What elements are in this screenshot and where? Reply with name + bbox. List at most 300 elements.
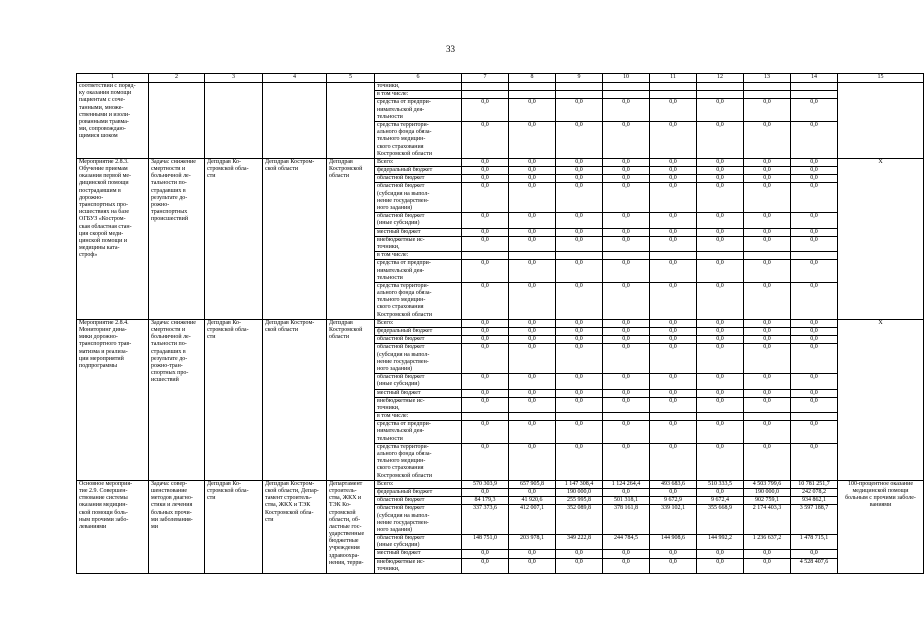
amount-cell: 0,0 [697,260,744,283]
amount-cell: 0,0 [744,213,791,228]
amount-cell: 0,0 [697,183,744,213]
amount-cell: 0,0 [650,421,697,444]
amount-cell: 0,0 [697,175,744,183]
amount-cell: 0,0 [603,389,650,397]
amount-cell: 148 751,0 [462,535,509,550]
table-row [77,480,924,488]
amount-cell: 0,0 [697,558,744,573]
amount-cell: 0,0 [744,328,791,336]
amount-cell: 0,0 [556,389,603,397]
amount-cell: 0,0 [462,336,509,344]
amount-cell: 0,0 [603,99,650,122]
amount-cell: 0,0 [744,344,791,374]
amount-cell [603,91,650,99]
expected-result: Х [838,158,924,319]
amount-cell: 0,0 [791,344,838,374]
amount-cell: 0,0 [509,344,556,374]
funding-source: федеральный бюджет [375,488,462,496]
amount-cell: 0,0 [744,421,791,444]
amount-cell [744,91,791,99]
amount-cell: 0,0 [650,121,697,158]
amount-cell: 9 672,4 [697,497,744,505]
amount-cell: 0,0 [791,183,838,213]
amount-cell: 0,0 [650,319,697,327]
funding-source: Всего: [375,480,462,488]
amount-cell: 0,0 [650,158,697,166]
amount-cell: 0,0 [556,328,603,336]
amount-cell: 0,0 [603,443,650,480]
amount-cell: 0,0 [509,328,556,336]
amount-cell: 0,0 [462,158,509,166]
amount-cell: 0,0 [509,228,556,236]
amount-cell: 0,0 [556,558,603,573]
amount-cell: 0,0 [462,550,509,558]
amount-cell [462,413,509,421]
amount-cell: 0,0 [556,228,603,236]
task-cell [149,83,205,159]
amount-cell: 0,0 [462,374,509,389]
amount-cell: 0,0 [603,236,650,251]
amount-cell: 0,0 [650,344,697,374]
amount-cell: 0,0 [650,213,697,228]
amount-cell: 9 672,9 [650,497,697,505]
amount-cell: 0,0 [509,336,556,344]
amount-cell: 352 089,8 [556,505,603,535]
amount-cell: 0,0 [744,121,791,158]
amount-cell: 0,0 [556,421,603,444]
amount-cell [509,252,556,260]
amount-cell: 0,0 [603,158,650,166]
column-number: 6 [375,74,462,83]
amount-cell: 0,0 [744,167,791,175]
amount-cell: 0,0 [650,183,697,213]
amount-cell: 0,0 [509,389,556,397]
funding-source: в том числе: [375,252,462,260]
amount-cell: 0,0 [462,213,509,228]
column-number: 13 [744,74,791,83]
amount-cell: 0,0 [509,213,556,228]
amount-cell: 0,0 [603,550,650,558]
amount-cell: 0,0 [509,488,556,496]
funding-source: в том числе: [375,413,462,421]
amount-cell: 0,0 [791,336,838,344]
amount-cell: 0,0 [462,443,509,480]
amount-cell: 0,0 [791,328,838,336]
amount-cell: 0,0 [791,228,838,236]
amount-cell: 0,0 [697,282,744,319]
task-cell: Задача: снижение смертности и больничной ле- тальности по- страдавших в результате до- рожно-тран- спортных про- исшествий [149,319,205,480]
amount-cell [509,83,556,91]
column-number: 10 [603,74,650,83]
amount-cell: 510 333,5 [697,480,744,488]
funding-source: средства от предпри- нимательской дея- тельности [375,260,462,283]
amount-cell: 0,0 [697,488,744,496]
measure-name: Основное мероприя- тие 2.9. Совершен- ствование системы оказания медицин- ской помощи боль- ным прочими забо- леваниями [77,480,149,573]
amount-cell: 41 920,6 [509,497,556,505]
amount-cell: 0,0 [603,228,650,236]
amount-cell: 0,0 [509,443,556,480]
funding-source: средства территори- ального фонда обяза- тельного медицин- ского страхования Костромской области [375,121,462,158]
amount-cell: 0,0 [650,550,697,558]
amount-cell: 0,0 [791,260,838,283]
amount-cell [697,91,744,99]
amount-cell: 0,0 [697,121,744,158]
amount-cell: 0,0 [650,236,697,251]
amount-cell: 0,0 [697,389,744,397]
table-row [77,158,924,166]
amount-cell: 0,0 [791,158,838,166]
amount-cell: 3 597 188,7 [791,505,838,535]
funds-recipient: Депздрав Костромской области [327,319,375,480]
amount-cell: 203 978,1 [509,535,556,550]
amount-cell: 0,0 [509,158,556,166]
funding-source: точники, [375,83,462,91]
amount-cell: 0,0 [603,397,650,412]
measure-name: соответствии с поряд- ку оказания помощи пациентам с соче- танными, множе- ственными и изоли- рованными травма- ми, сопровождаю- щимися шоком [77,83,149,159]
amount-cell: 934 862,1 [791,497,838,505]
amount-cell: 0,0 [462,236,509,251]
amount-cell: 255 995,8 [556,497,603,505]
amount-cell: 0,0 [744,319,791,327]
table-row [77,83,924,91]
expected-result: 100-процентное оказание медицинской помощи больным с прочими заболе- ваниями [838,480,924,573]
amount-cell: 0,0 [603,336,650,344]
amount-cell: 0,0 [603,183,650,213]
amount-cell [603,83,650,91]
column-number: 3 [205,74,263,83]
amount-cell: 0,0 [697,550,744,558]
amount-cell: 0,0 [509,397,556,412]
amount-cell: 0,0 [509,175,556,183]
column-number: 1 [77,74,149,83]
amount-cell: 349 222,8 [556,535,603,550]
amount-cell: 0,0 [509,421,556,444]
amount-cell [509,91,556,99]
amount-cell: 902 759,1 [744,497,791,505]
amount-cell: 0,0 [744,282,791,319]
funding-source: областной бюджет [375,497,462,505]
funding-source: внебюджетные ис- точники, [375,397,462,412]
co-executor: Депздрав Костром- ской области [263,319,327,480]
amount-cell: 0,0 [744,228,791,236]
amount-cell: 0,0 [462,183,509,213]
amount-cell: 0,0 [650,282,697,319]
amount-cell [650,413,697,421]
amount-cell [462,91,509,99]
amount-cell: 0,0 [556,260,603,283]
amount-cell: 0,0 [509,319,556,327]
amount-cell: 0,0 [791,213,838,228]
amount-cell [697,413,744,421]
funding-source: внебюджетные ис- точники, [375,558,462,573]
amount-cell: 0,0 [603,374,650,389]
amount-cell: 0,0 [462,228,509,236]
amount-cell [650,91,697,99]
amount-cell: 0,0 [603,282,650,319]
amount-cell: 0,0 [791,236,838,251]
amount-cell: 0,0 [462,99,509,122]
funding-source: средства территори- ального фонда обяза- тельного медицин- ского страхования Костромской области [375,443,462,480]
amount-cell: 0,0 [697,328,744,336]
amount-cell: 0,0 [603,344,650,374]
amount-cell: 0,0 [603,558,650,573]
amount-cell: 0,0 [697,167,744,175]
amount-cell: 337 373,6 [462,505,509,535]
measure-name: Мероприятие 2.8.4. Мониторинг дина- мики дорожно- транспортного трав- матизма и реализа- ции мероприятий подпрограммы [77,319,149,480]
amount-cell: 0,0 [509,236,556,251]
funding-source: федеральный бюджет [375,167,462,175]
amount-cell: 0,0 [556,236,603,251]
amount-cell: 0,0 [791,421,838,444]
amount-cell: 0,0 [556,443,603,480]
amount-cell: 0,0 [462,167,509,175]
amount-cell: 0,0 [603,488,650,496]
amount-cell: 0,0 [791,319,838,327]
column-number: 15 [838,74,924,83]
funding-source: местный бюджет [375,228,462,236]
amount-cell: 0,0 [556,374,603,389]
amount-cell: 242 078,2 [791,488,838,496]
amount-cell: 0,0 [462,282,509,319]
amount-cell: 0,0 [556,175,603,183]
amount-cell [744,252,791,260]
funding-source: областной бюджет [375,336,462,344]
amount-cell: 0,0 [462,488,509,496]
amount-cell: 0,0 [650,228,697,236]
amount-cell: 0,0 [650,374,697,389]
funding-source: областной бюджет [375,175,462,183]
amount-cell [791,413,838,421]
funds-recipient [327,83,375,159]
amount-cell: 0,0 [791,443,838,480]
amount-cell: 493 683,6 [650,480,697,488]
funding-source: внебюджетные ис- точники, [375,236,462,251]
amount-cell: 0,0 [791,550,838,558]
column-number: 8 [509,74,556,83]
amount-cell: 0,0 [697,374,744,389]
amount-cell: 0,0 [650,336,697,344]
amount-cell [556,413,603,421]
amount-cell: 0,0 [697,319,744,327]
amount-cell: 0,0 [744,443,791,480]
amount-cell: 0,0 [603,213,650,228]
amount-cell [556,252,603,260]
amount-cell: 355 668,9 [697,505,744,535]
amount-cell: 0,0 [462,319,509,327]
amount-cell: 0,0 [744,374,791,389]
amount-cell: 0,0 [603,260,650,283]
amount-cell: 0,0 [791,99,838,122]
amount-cell: 0,0 [697,99,744,122]
funding-source: местный бюджет [375,550,462,558]
amount-cell: 0,0 [556,319,603,327]
amount-cell: 0,0 [556,121,603,158]
page-number: 33 [446,44,455,54]
table-row [77,319,924,327]
amount-cell: 0,0 [556,550,603,558]
amount-cell [791,83,838,91]
amount-cell: 1 147 308,4 [556,480,603,488]
amount-cell [791,252,838,260]
amount-cell: 0,0 [791,121,838,158]
responsible-executor: Депздрав Ко- стромской обла- сти [205,158,263,319]
amount-cell: 0,0 [462,421,509,444]
funding-source: Всего: [375,319,462,327]
amount-cell: 0,0 [744,336,791,344]
responsible-executor: Депздрав Ко- стромской обла- сти [205,319,263,480]
amount-cell: 0,0 [650,328,697,336]
amount-cell [697,83,744,91]
amount-cell: 0,0 [462,558,509,573]
amount-cell: 144 908,6 [650,535,697,550]
amount-cell: 0,0 [556,183,603,213]
column-number: 4 [263,74,327,83]
funding-source: областной бюджет (иные субсидии) [375,213,462,228]
measure-name: Мероприятие 2.8.3. Обучение приемам оказания первой ме- дицинской помощи пострадавшим в дорожно- транспортных про- исшествиях на базе ОГБУЗ «Костром- ская областная стан- ция скорой меди- цинской помощи и медицины ката- строф» [77,158,149,319]
amount-cell: 0,0 [650,389,697,397]
amount-cell: 0,0 [462,344,509,374]
amount-cell: 0,0 [650,99,697,122]
amount-cell: 0,0 [509,167,556,175]
funding-source: местный бюджет [375,389,462,397]
amount-cell: 0,0 [556,99,603,122]
task-cell: Задача: совер- шенствование методов диагно- стики и лечения больных прочи- ми заболевания- ми [149,480,205,573]
amount-cell: 570 303,9 [462,480,509,488]
amount-cell: 0,0 [744,158,791,166]
column-number: 2 [149,74,205,83]
funding-source: областной бюджет (иные субсидии) [375,374,462,389]
amount-cell: 0,0 [791,167,838,175]
amount-cell: 190 000,0 [556,488,603,496]
expected-result: Х [838,319,924,480]
expected-result [838,83,924,159]
funding-source: средства территори- ального фонда обяза- тельного медицин- ского страхования Костромской области [375,282,462,319]
funding-source: Всего: [375,158,462,166]
co-executor: Депздрав Костром- ской области [263,158,327,319]
amount-cell: 0,0 [556,282,603,319]
amount-cell [697,252,744,260]
responsible-executor: Депздрав Ко- стромской обла- сти [205,480,263,573]
amount-cell: 10 781 251,7 [791,480,838,488]
amount-cell: 4 503 799,6 [744,480,791,488]
amount-cell: 0,0 [556,336,603,344]
column-number: 5 [327,74,375,83]
amount-cell: 0,0 [509,282,556,319]
amount-cell: 0,0 [744,236,791,251]
amount-cell: 144 992,2 [697,535,744,550]
funds-recipient: Депздрав Костромской области [327,158,375,319]
amount-cell: 1 236 637,2 [744,535,791,550]
funding-source: средства от предпри- нимательской дея- тельности [375,99,462,122]
funding-source: средства от предпри- нимательской дея- тельности [375,421,462,444]
amount-cell: 0,0 [603,121,650,158]
amount-cell: 244 784,5 [603,535,650,550]
budget-table [76,73,924,574]
amount-cell: 0,0 [744,397,791,412]
amount-cell: 0,0 [791,374,838,389]
amount-cell: 0,0 [791,282,838,319]
column-number-row [77,74,924,83]
co-executor: Депздрав Костром- ской области, Депар- тамент строитель- ства, ЖКХ и ТЭК Костромской обла- сти [263,480,327,573]
amount-cell: 0,0 [697,158,744,166]
amount-cell: 0,0 [603,328,650,336]
amount-cell: 0,0 [462,121,509,158]
amount-cell: 0,0 [650,558,697,573]
funds-recipient: Департамент строитель- ства, ЖКХ и ТЭК Ко- стромской области, об- ластные гос- ударственные бюджетные учреждения здравоохра- нения, терри- [327,480,375,573]
amount-cell [462,83,509,91]
amount-cell: 0,0 [462,389,509,397]
amount-cell [509,413,556,421]
amount-cell [650,252,697,260]
column-number: 11 [650,74,697,83]
amount-cell: 0,0 [650,488,697,496]
co-executor [263,83,327,159]
amount-cell: 1 124 264,4 [603,480,650,488]
amount-cell [556,83,603,91]
amount-cell: 0,0 [462,260,509,283]
amount-cell: 0,0 [603,167,650,175]
amount-cell: 0,0 [697,336,744,344]
amount-cell: 412 007,1 [509,505,556,535]
amount-cell: 0,0 [697,344,744,374]
amount-cell: 0,0 [650,167,697,175]
amount-cell: 0,0 [603,421,650,444]
amount-cell [556,91,603,99]
amount-cell: 0,0 [509,374,556,389]
amount-cell: 0,0 [744,550,791,558]
amount-cell [603,252,650,260]
amount-cell: 0,0 [509,550,556,558]
amount-cell: 0,0 [462,175,509,183]
amount-cell [744,413,791,421]
amount-cell [462,252,509,260]
amount-cell: 0,0 [556,158,603,166]
amount-cell: 0,0 [791,397,838,412]
amount-cell: 0,0 [556,397,603,412]
amount-cell: 0,0 [744,175,791,183]
responsible-executor [205,83,263,159]
amount-cell: 0,0 [697,228,744,236]
amount-cell [744,83,791,91]
amount-cell: 0,0 [697,421,744,444]
amount-cell: 0,0 [462,328,509,336]
amount-cell [791,91,838,99]
amount-cell: 0,0 [462,397,509,412]
amount-cell: 84 179,3 [462,497,509,505]
amount-cell: 0,0 [603,175,650,183]
funding-source: областной бюджет (субсидия на выпол- нение государствен- ного задания) [375,183,462,213]
amount-cell: 339 102,1 [650,505,697,535]
funding-source: в том числе: [375,91,462,99]
amount-cell: 0,0 [791,389,838,397]
amount-cell: 0,0 [744,558,791,573]
amount-cell: 2 174 403,3 [744,505,791,535]
column-number: 12 [697,74,744,83]
amount-cell: 0,0 [509,99,556,122]
amount-cell: 657 905,8 [509,480,556,488]
column-number: 7 [462,74,509,83]
amount-cell: 0,0 [603,319,650,327]
amount-cell: 0,0 [791,175,838,183]
amount-cell: 190 000,0 [744,488,791,496]
amount-cell [650,83,697,91]
amount-cell: 4 528 407,6 [791,558,838,573]
column-number: 14 [791,74,838,83]
amount-cell: 378 161,8 [603,505,650,535]
amount-cell: 0,0 [744,183,791,213]
amount-cell: 0,0 [650,260,697,283]
amount-cell: 1 478 715,1 [791,535,838,550]
